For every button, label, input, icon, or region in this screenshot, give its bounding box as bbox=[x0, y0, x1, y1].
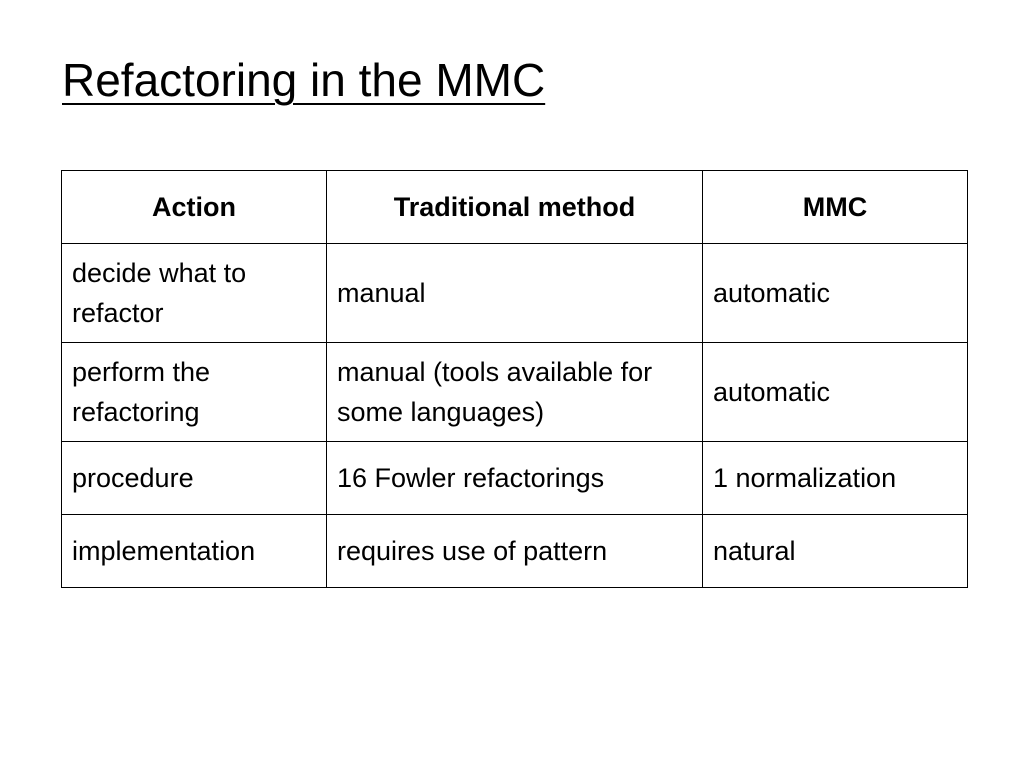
table-header-row bbox=[62, 171, 968, 244]
table-row bbox=[62, 515, 968, 588]
table-cell-action: perform the refactoring bbox=[62, 343, 327, 442]
comparison-table bbox=[61, 170, 968, 588]
table-cell-traditional: requires use of pattern bbox=[327, 515, 703, 588]
table-row bbox=[62, 343, 968, 442]
slide-title: Refactoring in the MMC bbox=[62, 54, 546, 106]
table-row bbox=[62, 244, 968, 343]
header-traditional-method: Traditional method bbox=[327, 171, 703, 244]
table-cell-mmc: 1 normalization bbox=[703, 442, 968, 515]
header-mmc: MMC bbox=[703, 171, 968, 244]
header-action: Action bbox=[62, 171, 327, 244]
table-row bbox=[62, 442, 968, 515]
table-cell-traditional: 16 Fowler refactorings bbox=[327, 442, 703, 515]
table-cell-mmc: natural bbox=[703, 515, 968, 588]
table-cell-mmc: automatic bbox=[703, 244, 968, 343]
table-cell-traditional: manual (tools available for some languages) bbox=[327, 343, 703, 442]
table-cell-action: implementation bbox=[62, 515, 327, 588]
table-cell-traditional: manual bbox=[327, 244, 703, 343]
table-cell-action: procedure bbox=[62, 442, 327, 515]
table-cell-mmc: automatic bbox=[703, 343, 968, 442]
table-cell-action: decide what to refactor bbox=[62, 244, 327, 343]
